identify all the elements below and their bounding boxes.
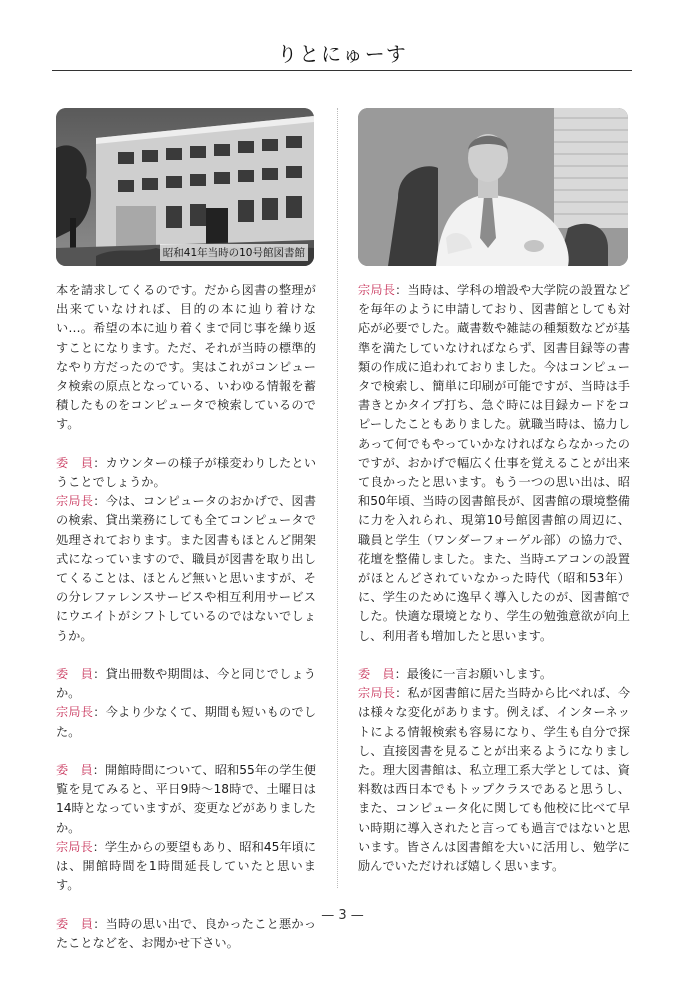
dialogue-line: 宗局長：今より少なくて、期間も短いものでした。	[56, 705, 317, 739]
left-column	[56, 281, 316, 953]
dialogue-text: 当時は、学科の増設や大学院の設置などを毎年のように申請しており、図書館としても対応が必要でした。蔵書数や雑誌の種類数などが基準を満たしていなければならず、図書目録等の書類の作成に追われておりました。今はコンピュータで検索し、簡単に印刷が可能ですが、当時は手書きとかタイプ打ち、急ぐ時には目録カードをコピーしたこともありました。就職当時は、協力しあって何でもやっていかなければならなかったのですが、おかげで幅広く仕事を覚えることが出来て良かったと思います。もう一つの思い出は、昭和50年頃、当時の図書館長が、図書館の環境整備に力を入れられ、現第10号館図書館の周辺に、職員と学生（ワンダーフォーゲル部）の協力で、花壇を整備しました。また、当時エアコンの設置がほとんどされていなかった時代（昭和53年）に、学生のために逸早く導入したのが、図書館でした。快適な環境となり、学生の勉強意欲が向上し、利用者も増加したと思います。	[358, 283, 631, 643]
dialogue-line: 宗局長：私が図書館に居た当時から比べれば、今は様々な変化があります。例えば、インターネットによる情報検索も容易になり、学生も自分で探し、直接図書を見ることが出来るようになりました。理大図書館は、私立理工系大学としては、資料数は西日本でもトップクラスであると思うし、また、コンピュータ化に関しても他校に比べて早い時期に導入されたと言っても過言ではないと思います。皆さんは図書館を大いに活用し、勉学に励んでいただければ嬉しく思います。	[358, 686, 631, 874]
speaker-label: 委 員	[56, 667, 94, 682]
paragraph: 本を請求してくるのです。だから図書の整理が出来ていなければ、目的の本に辿り着けない…。希望の本に辿り着くまで同じ事を繰り返すことになります。ただ、それが当時の標準的なやり方だったのです。実はこれがコンピュータ検索の原点となっている、いわゆる情報を蓄積したものをコンピュータで検索しているのです。	[56, 283, 316, 432]
dialogue-line: 委 員：当時の思い出で、良かったこと悪かったことなどを、お聞かせ下さい。	[56, 916, 317, 950]
speaker-label: 委 員	[56, 763, 93, 778]
dialogue-text: 貸出冊数や期間は、今と同じでしょうか。	[56, 667, 316, 701]
dialogue-line: 宗局長：今は、コンピュータのおかげで、図書の検索、貸出業務にしても全てコンピュータで処理されております。また図書もほとんど開架式になっていますので、職員が図書を取り出してくることは、ほとんど無いと思いますが、その分レファレンスサービスや相互利用サービスにウエイトがシフトしているのではないでしょうか。	[56, 494, 317, 643]
dialogue-line: 委 員：最後に一言お願いします。	[358, 667, 553, 682]
speaker-label: 宗局長	[358, 686, 396, 701]
library-building-illustration	[56, 108, 314, 266]
speaker-label: 宗局長	[358, 283, 396, 297]
library-building-photo	[56, 108, 314, 266]
dialogue-text: 今より少なくて、期間も短いものでした。	[56, 705, 317, 739]
speaker-label: 宗局長	[56, 839, 93, 854]
dialogue-line: 委 員：開館時間について、昭和55年の学生便覧を見てみると、平日9時〜18時で、土曜日は14時となっていますが、変更などがありましたか。	[56, 763, 316, 835]
dialogue-text: 私が図書館に居た当時から比べれば、今は様々な変化があります。例えば、インターネットによる情報検索も容易になり、学生も自分で探し、直接図書を見ることが出来るようになりました。理大図書館は、私立理工系大学としては、資料数は西日本でもトップクラスであると思うし、また、コンピュータ化に関しても他校に比べて早い時期に導入されたと言っても過言ではないと思います。皆さんは図書館を大いに活用し、勉学に励んでいただければ嬉しく思います。	[358, 686, 631, 874]
dialogue-text: 最後に一言お願いします。	[406, 667, 553, 682]
speaker-label: 宗局長	[56, 494, 94, 509]
speaker-label: 宗局長	[56, 705, 94, 720]
dialogue-text: 当時の思い出で、良かったこと悪かったことなどを、お聞かせ下さい。	[56, 916, 317, 950]
column-divider	[337, 108, 338, 888]
speaker-label: 委 員	[56, 455, 94, 470]
dialogue-text: 学生からの要望もあり、昭和45年頃には、開館時間を1時間延長していたと思います。	[56, 839, 317, 893]
dialogue-text: 開館時間について、昭和55年の学生便覧を見てみると、平日9時〜18時で、土曜日は14時となっていますが、変更などがありましたか。	[56, 763, 316, 835]
dialogue-line: 委 員：カウンターの様子が様変わりしたということでしょうか。	[56, 455, 317, 490]
dialogue-text: カウンターの様子が様変わりしたということでしょうか。	[56, 455, 317, 490]
page-number: — 3 —	[321, 908, 364, 923]
speaker-label: 委 員	[56, 916, 94, 931]
director-portrait-photo	[358, 108, 628, 266]
dialogue-line: 宗局長：学生からの要望もあり、昭和45年頃には、開館時間を1時間延長していたと思います。	[56, 839, 317, 893]
header-rule	[52, 70, 632, 71]
speaker-label: 委 員	[358, 667, 395, 682]
dialogue-line: 委 員：貸出冊数や期間は、今と同じでしょうか。	[56, 667, 316, 701]
dialogue-line: 宗局長：当時は、学科の増設や大学院の設置などを毎年のように申請しており、図書館としても対応が必要でした。蔵書数や雑誌の種類数などが基準を満たしていなければならず、図書目録等の書類の作成に追われておりました。今はコンピュータで検索し、簡単に印刷が可能ですが、当時は手書きとかタイプ打ち、急ぐ時には目録カードをコピーしたこともありました。就職当時は、協力しあって何でもやっていかなければならなかったのですが、おかげで幅広く仕事を覚えることが出来て良かったと思います。もう一つの思い出は、昭和50年頃、当時の図書館長が、図書館の環境整備に力を入れられ、現第10号館図書館の周辺に、職員と学生（ワンダーフォーゲル部）の協力で、花壇を整備しました。また、当時エアコンの設置がほとんどされていなかった時代（昭和53年）に、学生のために逸早く導入したのが、図書館でした。快適な環境となり、学生の勉強意欲が向上し、利用者も増加したと思います。	[358, 283, 631, 643]
dialogue-text: 今は、コンピュータのおかげで、図書の検索、貸出業務にしても全てコンピュータで処理されております。また図書もほとんど開架式になっていますので、職員が図書を取り出してくることは、ほとんど無いと思いますが、その分レファレンスサービスや相互利用サービスにウエイトがシフトしているのではないでしょうか。	[56, 494, 317, 643]
page-title: りとにゅーす	[277, 42, 408, 66]
photo-caption: 昭和41年当時の10号館図書館	[160, 244, 308, 261]
director-portrait-illustration	[358, 108, 628, 266]
right-column	[358, 281, 630, 876]
